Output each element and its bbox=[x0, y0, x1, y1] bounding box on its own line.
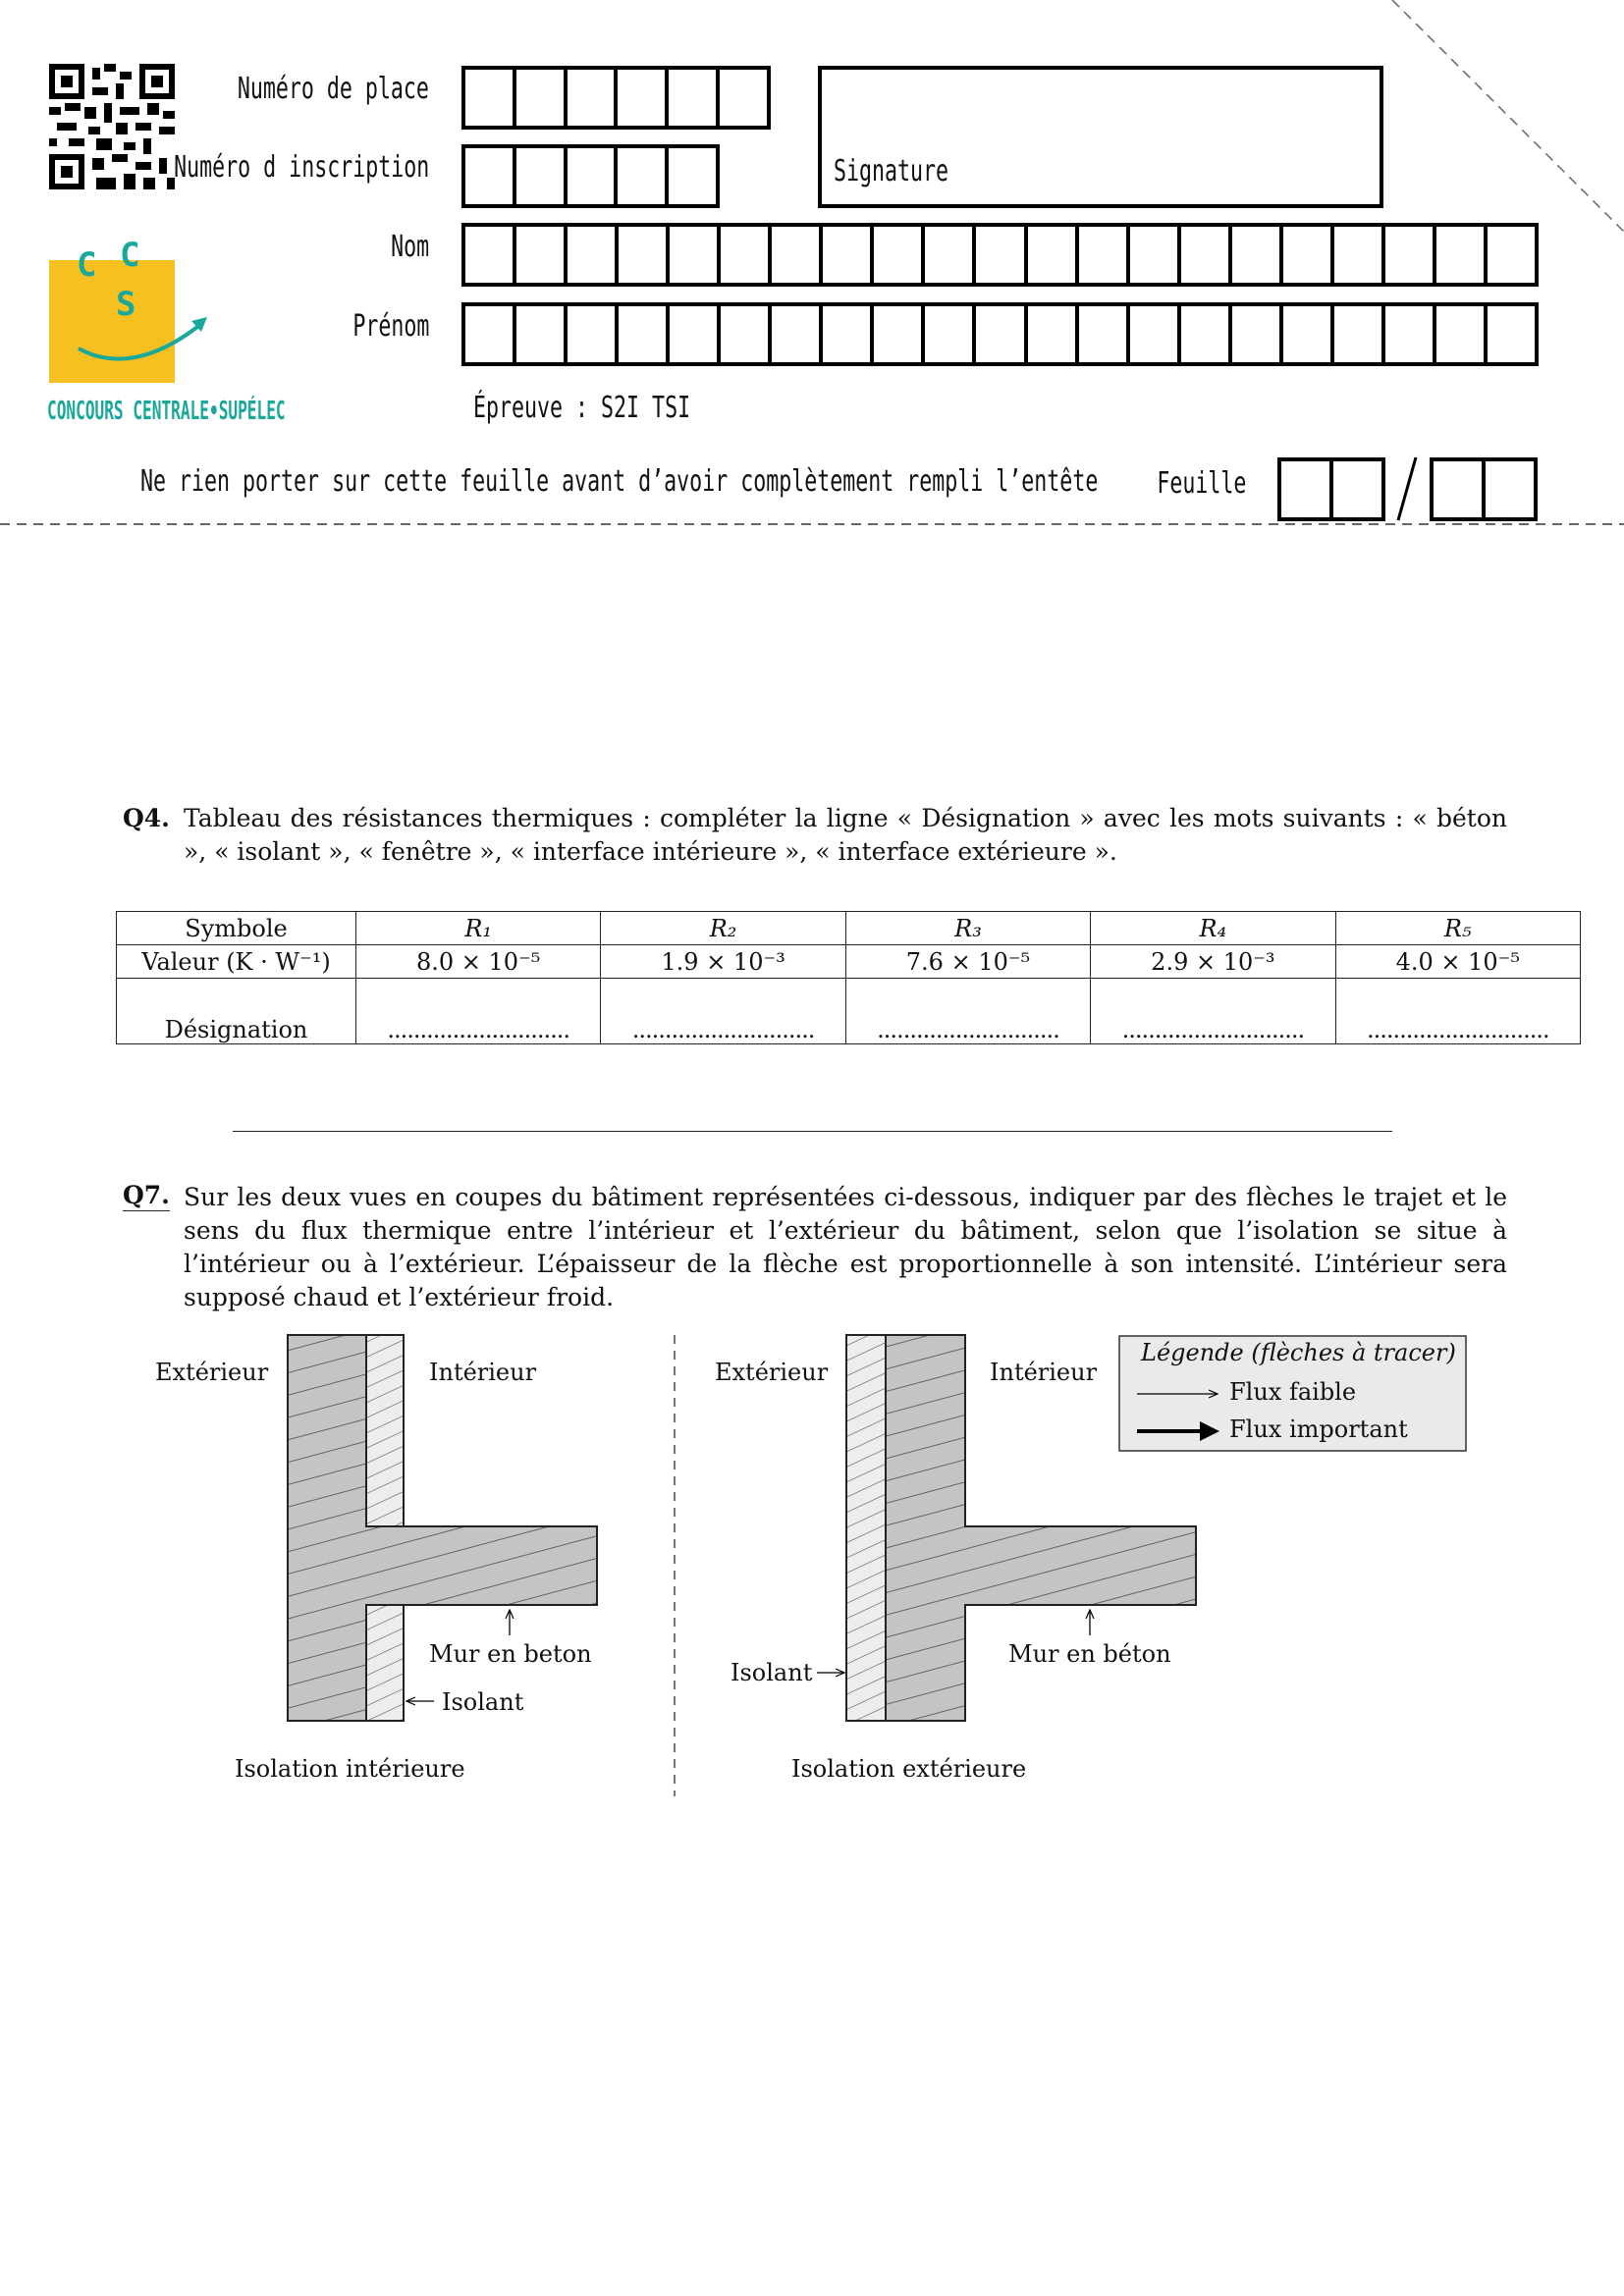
legend-flux-faible: Flux faible bbox=[1229, 1378, 1357, 1406]
symbol-cell: R₃ bbox=[845, 912, 1090, 945]
value-cell: 8.0 × 10⁻⁵ bbox=[356, 945, 601, 979]
value-cell: 1.9 × 10⁻³ bbox=[601, 945, 845, 979]
left-isolant-label: Isolant bbox=[442, 1688, 524, 1716]
legend-flux-important: Flux important bbox=[1229, 1415, 1408, 1443]
symbol-cell: R₁ bbox=[356, 912, 601, 945]
value-header: Valeur (K · W⁻¹) bbox=[117, 945, 356, 979]
left-mur-label: Mur en beton bbox=[429, 1640, 592, 1668]
logo-letter-s: S bbox=[116, 285, 136, 324]
logo-letter-c1: C bbox=[77, 245, 97, 285]
right-caption: Isolation extérieure bbox=[791, 1755, 1027, 1783]
label-prenom: Prénom bbox=[352, 309, 429, 344]
question-q7 bbox=[123, 1181, 1507, 1314]
designation-blank[interactable]: ............................ bbox=[845, 979, 1090, 1044]
table-row bbox=[117, 912, 1581, 945]
q7-text: Sur les deux vues en coupes du bâtiment représentées ci-dessous, indiquer par des flèches le trajet et le sens du flux thermique entre l’intérieur et l’extérieur du bâtiment, selon que l’isolation se situe à l’intérieur ou à l’extérieur. L’épaisseur de la flèche est proportionnelle à son intensité. L’intérieur sera supposé chaud et l’extérieur froid. bbox=[184, 1183, 1507, 1311]
right-interieur-label: Intérieur bbox=[990, 1359, 1098, 1386]
right-isolant-label: Isolant bbox=[731, 1659, 813, 1686]
section-divider bbox=[233, 1131, 1392, 1132]
wall-section-diagrams bbox=[0, 1315, 1624, 1816]
designation-blank[interactable]: ............................ bbox=[601, 979, 845, 1044]
label-feuille: Feuille bbox=[1156, 466, 1246, 501]
q4-text: Tableau des résistances thermiques : compléter la ligne « Désignation » avec les mots suivants : « béton », « isolant », « fenêtre », « interface intérieure », « interface extérieure ». bbox=[184, 804, 1507, 866]
left-caption: Isolation intérieure bbox=[235, 1755, 465, 1783]
table-row bbox=[117, 979, 1581, 1044]
symbol-cell: R₄ bbox=[1091, 912, 1335, 945]
designation-blank[interactable]: ............................ bbox=[1091, 979, 1335, 1044]
label-numero-place: Numéro de place bbox=[237, 72, 429, 106]
left-exterieur-label: Extérieur bbox=[155, 1359, 269, 1386]
designation-blank[interactable]: ............................ bbox=[356, 979, 601, 1044]
designation-header: Désignation bbox=[117, 979, 356, 1044]
header-warning: Ne rien porter sur cette feuille avant d’avoir complètement rempli l’entête bbox=[140, 464, 1099, 499]
label-nom: Nom bbox=[390, 230, 429, 264]
resistance-table bbox=[116, 911, 1581, 1044]
label-signature: Signature bbox=[834, 154, 949, 188]
symbol-header: Symbole bbox=[117, 912, 356, 945]
right-exterieur-label: Extérieur bbox=[715, 1359, 829, 1386]
left-interieur-label: Intérieur bbox=[429, 1359, 537, 1386]
fold-lines bbox=[0, 0, 1624, 535]
question-q4 bbox=[123, 802, 1507, 869]
value-cell: 2.9 × 10⁻³ bbox=[1091, 945, 1335, 979]
table-row bbox=[117, 945, 1581, 979]
value-cell: 4.0 × 10⁻⁵ bbox=[1335, 945, 1580, 979]
designation-blank[interactable]: ............................ bbox=[1335, 979, 1580, 1044]
logo-letter-c2: C bbox=[120, 236, 140, 275]
label-numero-inscription: Numéro d inscription bbox=[173, 150, 429, 185]
legend-title: Légende (flèches à tracer) bbox=[1141, 1339, 1456, 1366]
value-cell: 7.6 × 10⁻⁵ bbox=[845, 945, 1090, 979]
symbol-cell: R₅ bbox=[1335, 912, 1580, 945]
right-mur-label: Mur en béton bbox=[1008, 1640, 1171, 1668]
q7-number: Q7. bbox=[123, 1181, 170, 1209]
brand-name: CONCOURS CENTRALE•SUPÉLEC bbox=[47, 397, 286, 426]
q4-number: Q4. bbox=[123, 804, 170, 832]
symbol-cell: R₂ bbox=[601, 912, 845, 945]
epreuve-label: Épreuve : S2I TSI bbox=[473, 391, 691, 425]
